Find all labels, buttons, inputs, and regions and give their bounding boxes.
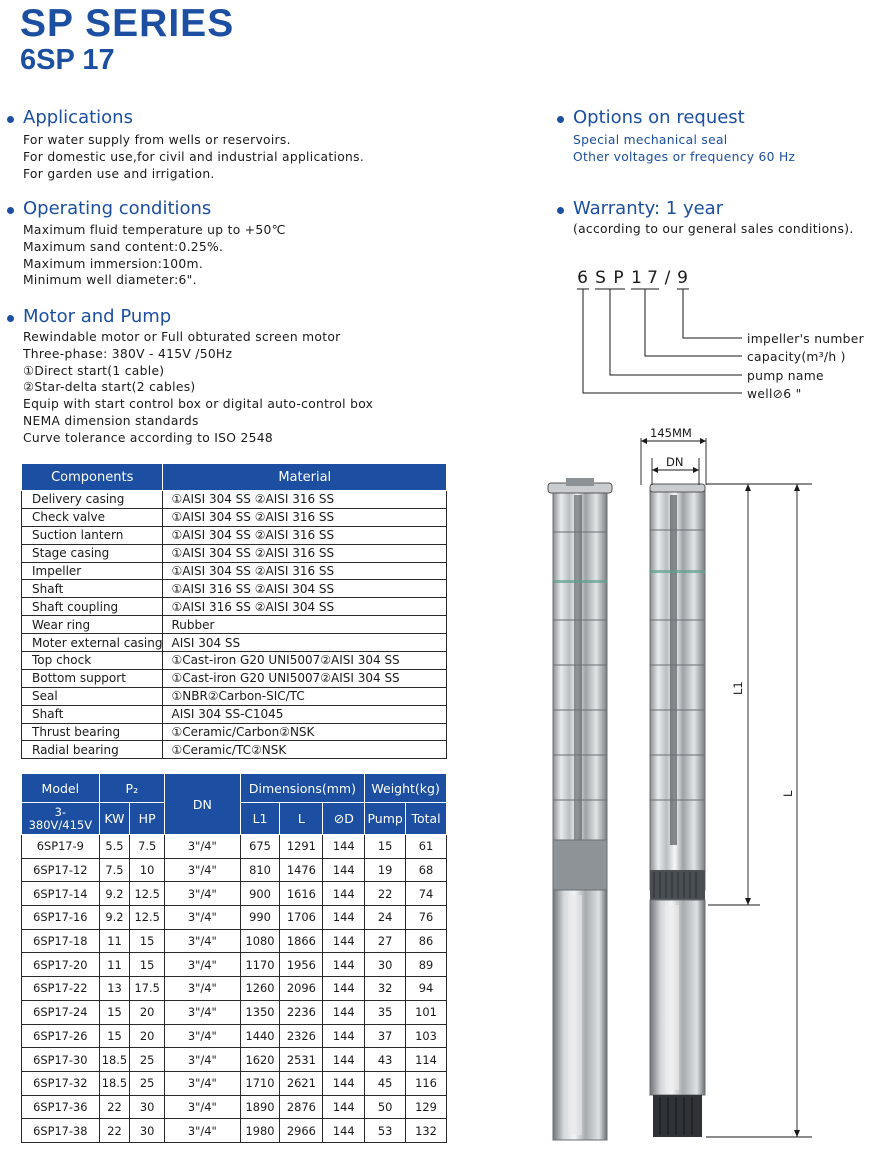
- column-header-dimensions: Dimensions(mm): [240, 774, 365, 803]
- material-cell: ①AISI 304 SS ②AISI 316 SS: [163, 508, 447, 526]
- pump-right-image: [650, 484, 705, 1137]
- dn-cell: 3"/4": [165, 929, 241, 953]
- model-cell: 6SP17-38: [22, 1119, 100, 1143]
- code-char: S: [595, 268, 607, 288]
- dn-cell: 3"/4": [165, 1095, 241, 1119]
- hp-cell: 12.5: [130, 882, 165, 906]
- text-line: Maximum sand content:0.25%.: [23, 239, 224, 254]
- d-cell: 144: [323, 1024, 365, 1048]
- component-cell: Shaft: [22, 705, 163, 723]
- hp-cell: 20: [130, 1000, 165, 1024]
- total-weight-cell: 74: [406, 882, 447, 906]
- text-line: Other voltages or frequency 60 Hz: [573, 149, 796, 164]
- kw-cell: 22: [99, 1119, 130, 1143]
- pump-weight-cell: 24: [365, 906, 406, 930]
- model-cell: 6SP17-30: [22, 1048, 100, 1072]
- text-line: Equip with start control box or digital auto-control box: [23, 397, 374, 412]
- table-row: [22, 705, 447, 723]
- column-header-kw: KW: [99, 803, 130, 835]
- l1-cell: 1260: [240, 977, 280, 1001]
- kw-cell: 18.5: [99, 1071, 130, 1095]
- hp-cell: 15: [130, 929, 165, 953]
- l-cell: 1616: [280, 882, 323, 906]
- operating-lines: [7, 222, 286, 289]
- table-row: [22, 616, 447, 634]
- dn-cell: 3"/4": [165, 1071, 241, 1095]
- material-cell: AISI 304 SS-C1045: [163, 705, 447, 723]
- kw-cell: 18.5: [99, 1048, 130, 1072]
- code-char: 1: [631, 268, 643, 288]
- d-cell: 144: [323, 1000, 365, 1024]
- kw-cell: 22: [99, 1095, 130, 1119]
- model-cell: 6SP17-36: [22, 1095, 100, 1119]
- column-header-hp: HP: [130, 803, 165, 835]
- component-cell: Seal: [22, 687, 163, 705]
- l-cell: 2236: [280, 1000, 323, 1024]
- total-weight-cell: 68: [406, 858, 447, 882]
- table-row: [22, 977, 447, 1001]
- model-cell: 6SP17-26: [22, 1024, 100, 1048]
- table-row: [22, 526, 447, 544]
- column-header-l: L: [280, 803, 323, 835]
- table-row: [22, 1119, 447, 1143]
- table-row: [22, 723, 447, 741]
- material-cell: ①AISI 304 SS ②AISI 316 SS: [163, 526, 447, 544]
- d-cell: 144: [323, 977, 365, 1001]
- text-line: (according to our general sales conditions).: [573, 222, 854, 236]
- l1-cell: 900: [240, 882, 280, 906]
- code-label-capacity: capacity(m³/h ): [747, 350, 846, 364]
- code-char: /: [664, 268, 672, 288]
- material-cell: ①AISI 304 SS ②AISI 316 SS: [163, 544, 447, 562]
- pump-weight-cell: 32: [365, 977, 406, 1001]
- table-row: [22, 491, 447, 509]
- l1-cell: 1620: [240, 1048, 280, 1072]
- series-title: SP SERIES: [20, 2, 235, 45]
- l1-cell: 1170: [240, 953, 280, 977]
- table-header-row: [22, 774, 447, 803]
- pump-weight-cell: 37: [365, 1024, 406, 1048]
- column-header-d: ⊘D: [323, 803, 365, 835]
- table-row: [22, 544, 447, 562]
- dn-cell: 3"/4": [165, 835, 241, 859]
- model-cell: 6SP17-20: [22, 953, 100, 977]
- table-row: [22, 1024, 447, 1048]
- table-row: [22, 1000, 447, 1024]
- applications-lines: [7, 132, 364, 182]
- pump-weight-cell: 53: [365, 1119, 406, 1143]
- dn-cell: 3"/4": [165, 858, 241, 882]
- options-heading: Options on request: [573, 107, 745, 128]
- text-line: Special mechanical seal: [573, 133, 728, 147]
- text-line: For domestic use,for civil and industrial applications.: [23, 149, 365, 164]
- hp-cell: 7.5: [130, 835, 165, 859]
- text-line: NEMA dimension standards: [23, 413, 199, 428]
- component-cell: Suction lantern: [22, 526, 163, 544]
- text-line: Rewindable motor or Full obturated screen motor: [23, 330, 341, 344]
- hp-cell: 20: [130, 1024, 165, 1048]
- component-cell: Shaft coupling: [22, 598, 163, 616]
- pump-left-image: [548, 478, 612, 1140]
- text-line: Curve tolerance according to ISO 2548: [23, 430, 273, 445]
- code-char: 7: [647, 268, 659, 288]
- material-cell: ①Ceramic/TC②NSK: [163, 741, 447, 759]
- kw-cell: 15: [99, 1024, 130, 1048]
- warranty-lines: [557, 221, 854, 238]
- motor-heading: Motor and Pump: [23, 306, 172, 327]
- applications-section: [7, 107, 364, 182]
- l-cell: 2966: [280, 1119, 323, 1143]
- pump-weight-cell: 35: [365, 1000, 406, 1024]
- bullet-icon: [557, 116, 564, 123]
- l1-cell: 1710: [240, 1071, 280, 1095]
- total-weight-cell: 61: [406, 835, 447, 859]
- dn-cell: 3"/4": [165, 1000, 241, 1024]
- hp-cell: 17.5: [130, 977, 165, 1001]
- column-header-total: Total: [406, 803, 447, 835]
- material-cell: AISI 304 SS: [163, 634, 447, 652]
- l-cell: 2096: [280, 977, 323, 1001]
- bullet-icon: [557, 207, 564, 214]
- operating-heading: Operating conditions: [23, 198, 212, 219]
- l1-cell: 810: [240, 858, 280, 882]
- table-row: [22, 953, 447, 977]
- component-cell: Bottom support: [22, 669, 163, 687]
- component-cell: Check valve: [22, 508, 163, 526]
- model-cell: 6SP17-9: [22, 835, 100, 859]
- table-row: [22, 562, 447, 580]
- table-row: [22, 508, 447, 526]
- width-label: 145MM: [650, 426, 692, 440]
- pump-weight-cell: 22: [365, 882, 406, 906]
- dn-label: DN: [666, 455, 684, 469]
- material-cell: ①Cast-iron G20 UNI5007②AISI 304 SS: [163, 652, 447, 670]
- applications-heading: Applications: [23, 107, 133, 128]
- pump-weight-cell: 15: [365, 835, 406, 859]
- table-row: [22, 1048, 447, 1072]
- l-cell: 2621: [280, 1071, 323, 1095]
- kw-cell: 11: [99, 929, 130, 953]
- d-cell: 144: [323, 906, 365, 930]
- hp-cell: 30: [130, 1095, 165, 1119]
- material-cell: ①Cast-iron G20 UNI5007②AISI 304 SS: [163, 669, 447, 687]
- table-row: [22, 882, 447, 906]
- column-header-voltage: 3- 380V/415V: [22, 803, 100, 835]
- table-row: [22, 687, 447, 705]
- model-cell: 6SP17-32: [22, 1071, 100, 1095]
- material-cell: ①Ceramic/Carbon②NSK: [163, 723, 447, 741]
- table-row: [22, 1071, 447, 1095]
- motor-section: [7, 306, 373, 447]
- l1-cell: 1440: [240, 1024, 280, 1048]
- d-cell: 144: [323, 882, 365, 906]
- pump-weight-cell: 50: [365, 1095, 406, 1119]
- l1-label: L1: [731, 681, 745, 695]
- material-cell: ①AISI 316 SS ②AISI 304 SS: [163, 598, 447, 616]
- materials-table-body: [22, 491, 447, 759]
- l-cell: 2326: [280, 1024, 323, 1048]
- kw-cell: 9.2: [99, 906, 130, 930]
- table-row: [22, 1095, 447, 1119]
- code-char: 6: [577, 268, 589, 288]
- l-cell: 1476: [280, 858, 323, 882]
- column-header-weight: Weight(kg): [365, 774, 447, 803]
- l1-cell: 1080: [240, 929, 280, 953]
- d-cell: 144: [323, 835, 365, 859]
- dn-cell: 3"/4": [165, 1024, 241, 1048]
- bullet-icon: [7, 315, 14, 322]
- dn-cell: 3"/4": [165, 906, 241, 930]
- component-cell: Impeller: [22, 562, 163, 580]
- l1-cell: 990: [240, 906, 280, 930]
- pump-weight-cell: 27: [365, 929, 406, 953]
- text-line: Three-phase: 380V - 415V /50Hz: [23, 346, 233, 361]
- dn-cell: 3"/4": [165, 1048, 241, 1072]
- pump-weight-cell: 45: [365, 1071, 406, 1095]
- bullet-icon: [7, 116, 14, 123]
- l-cell: 1866: [280, 929, 323, 953]
- table-row: [22, 580, 447, 598]
- column-header-pump: Pump: [365, 803, 406, 835]
- column-header-model: Model: [22, 774, 100, 803]
- material-cell: ①AISI 304 SS ②AISI 316 SS: [163, 562, 447, 580]
- hp-cell: 12.5: [130, 906, 165, 930]
- dn-cell: 3"/4": [165, 1119, 241, 1143]
- total-weight-cell: 132: [406, 1119, 447, 1143]
- text-line: Maximum immersion:100m.: [23, 256, 204, 271]
- model-cell: 6SP17-22: [22, 977, 100, 1001]
- pump-weight-cell: 30: [365, 953, 406, 977]
- table-row: [22, 858, 447, 882]
- component-cell: Moter external casing: [22, 634, 163, 652]
- dn-cell: 3"/4": [165, 953, 241, 977]
- text-line: ①Direct start(1 cable): [23, 363, 165, 378]
- component-cell: Stage casing: [22, 544, 163, 562]
- kw-cell: 7.5: [99, 858, 130, 882]
- model-cell: 6SP17-24: [22, 1000, 100, 1024]
- pump-weight-cell: 43: [365, 1048, 406, 1072]
- d-cell: 144: [323, 1071, 365, 1095]
- column-header-p2: P₂: [99, 774, 164, 803]
- bullet-icon: [7, 207, 14, 214]
- kw-cell: 5.5: [99, 835, 130, 859]
- dn-cell: 3"/4": [165, 977, 241, 1001]
- model-title: 6SP 17: [20, 44, 115, 76]
- dn-cell: 3"/4": [165, 882, 241, 906]
- table-row: [22, 652, 447, 670]
- component-cell: Radial bearing: [22, 741, 163, 759]
- hp-cell: 15: [130, 953, 165, 977]
- l-cell: 1706: [280, 906, 323, 930]
- l1-cell: 1890: [240, 1095, 280, 1119]
- options-lines: [557, 132, 795, 166]
- component-cell: Thrust bearing: [22, 723, 163, 741]
- l-cell: 2531: [280, 1048, 323, 1072]
- text-line: Minimum well diameter:6".: [23, 273, 197, 288]
- code-char: P: [613, 268, 625, 288]
- warranty-heading: Warranty: 1 year: [573, 198, 724, 219]
- text-line: ②Star-delta start(2 cables): [23, 380, 196, 395]
- material-cell: Rubber: [163, 616, 447, 634]
- l-cell: 2876: [280, 1095, 323, 1119]
- total-weight-cell: 114: [406, 1048, 447, 1072]
- table-header-row: [22, 464, 447, 491]
- material-cell: ①AISI 304 SS ②AISI 316 SS: [163, 491, 447, 509]
- total-weight-cell: 129: [406, 1095, 447, 1119]
- total-weight-cell: 86: [406, 929, 447, 953]
- component-cell: Wear ring: [22, 616, 163, 634]
- component-cell: Delivery casing: [22, 491, 163, 509]
- total-weight-cell: 101: [406, 1000, 447, 1024]
- l-cell: 1956: [280, 953, 323, 977]
- total-weight-cell: 94: [406, 977, 447, 1001]
- component-cell: Top chock: [22, 652, 163, 670]
- d-cell: 144: [323, 1119, 365, 1143]
- hp-cell: 25: [130, 1071, 165, 1095]
- d-cell: 144: [323, 1048, 365, 1072]
- model-cell: 6SP17-18: [22, 929, 100, 953]
- kw-cell: 11: [99, 953, 130, 977]
- table-row: [22, 598, 447, 616]
- total-weight-cell: 76: [406, 906, 447, 930]
- text-line: For garden use and irrigation.: [23, 166, 215, 181]
- pump-weight-cell: 19: [365, 858, 406, 882]
- column-header-components: Components: [22, 464, 163, 491]
- column-header-l1: L1: [240, 803, 280, 835]
- table-row: [22, 741, 447, 759]
- text-line: Maximum fluid temperature up to +50℃: [23, 223, 286, 237]
- model-cell: 6SP17-14: [22, 882, 100, 906]
- total-weight-cell: 89: [406, 953, 447, 977]
- dimension-lines: [641, 438, 812, 1137]
- l-label: L: [781, 790, 795, 797]
- d-cell: 144: [323, 858, 365, 882]
- table-row: [22, 634, 447, 652]
- hp-cell: 25: [130, 1048, 165, 1072]
- material-cell: ①NBR②Carbon-SIC/TC: [163, 687, 447, 705]
- material-cell: ①AISI 316 SS ②AISI 304 SS: [163, 580, 447, 598]
- operating-section: [7, 198, 286, 289]
- column-header-dn: DN: [165, 774, 241, 835]
- hp-cell: 10: [130, 858, 165, 882]
- column-header-material: Material: [163, 464, 447, 491]
- l1-cell: 1980: [240, 1119, 280, 1143]
- text-line: For water supply from wells or reservoirs.: [23, 133, 291, 147]
- kw-cell: 9.2: [99, 882, 130, 906]
- model-cell: 6SP17-12: [22, 858, 100, 882]
- options-section: [557, 107, 795, 166]
- model-cell: 6SP17-16: [22, 906, 100, 930]
- l1-cell: 675: [240, 835, 280, 859]
- hp-cell: 30: [130, 1119, 165, 1143]
- kw-cell: 13: [99, 977, 130, 1001]
- total-weight-cell: 103: [406, 1024, 447, 1048]
- motor-lines: [7, 329, 373, 447]
- spec-table: [21, 773, 447, 1143]
- warranty-section: [557, 198, 854, 238]
- code-char: 9: [677, 268, 689, 288]
- materials-table: [21, 463, 447, 759]
- component-cell: Shaft: [22, 580, 163, 598]
- code-label-impeller: impeller's number: [747, 332, 865, 346]
- table-row: [22, 929, 447, 953]
- code-label-well: well⊘6 ": [747, 387, 802, 401]
- l-cell: 1291: [280, 835, 323, 859]
- kw-cell: 15: [99, 1000, 130, 1024]
- table-row: [22, 906, 447, 930]
- total-weight-cell: 116: [406, 1071, 447, 1095]
- d-cell: 144: [323, 953, 365, 977]
- d-cell: 144: [323, 1095, 365, 1119]
- l1-cell: 1350: [240, 1000, 280, 1024]
- table-row: [22, 669, 447, 687]
- d-cell: 144: [323, 929, 365, 953]
- table-row: [22, 835, 447, 859]
- code-label-pump-name: pump name: [747, 369, 824, 383]
- spec-table-body: [22, 835, 447, 1143]
